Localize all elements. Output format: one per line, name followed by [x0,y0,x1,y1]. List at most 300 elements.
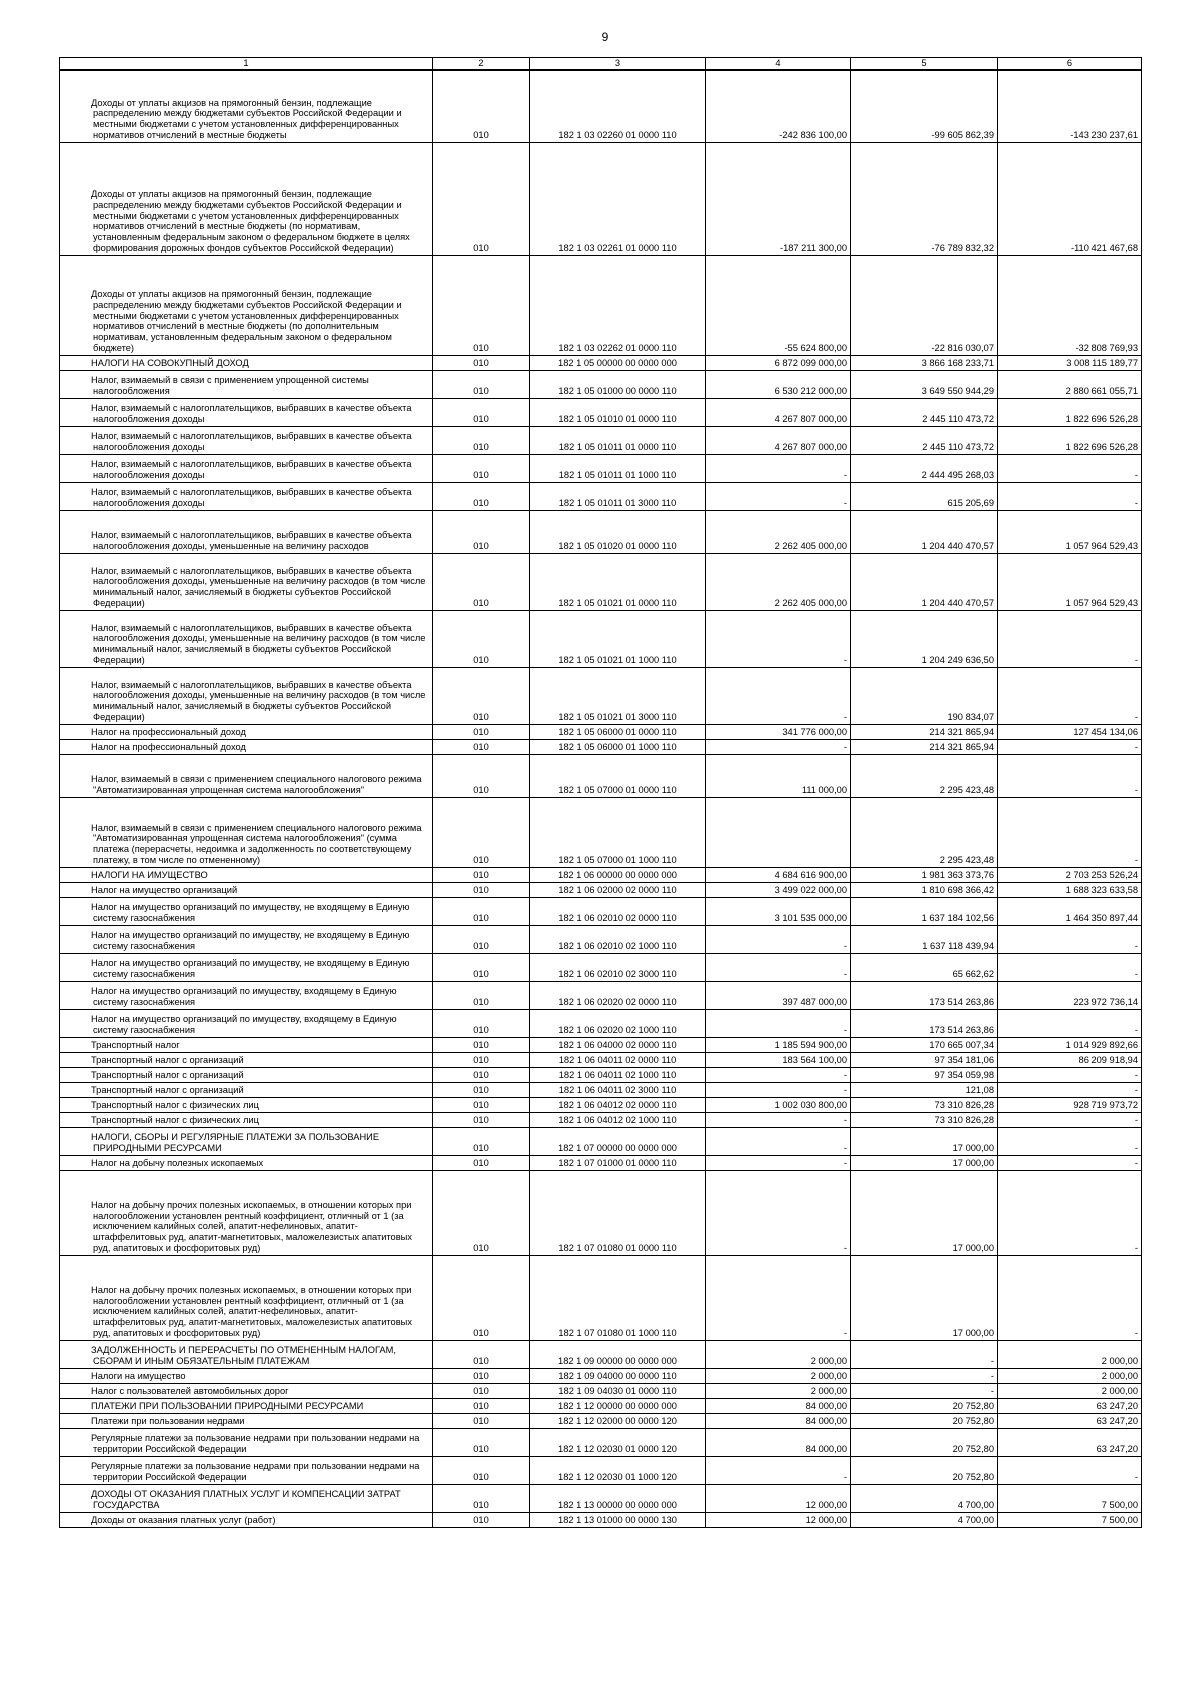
table-row [60,1456,1142,1484]
row-budget-code: 182 1 12 00000 00 0000 000 [530,1398,706,1413]
row-name: Транспортный налог с организаций [60,1082,433,1097]
row-budget-code: 182 1 06 04011 02 0000 110 [530,1052,706,1067]
row-executed-amount: 173 514 263,86 [851,981,998,1009]
row-line-code: 010 [433,754,530,797]
row-executed-amount: 2 295 423,48 [851,797,998,867]
row-approved-amount: 1 185 594 900,00 [706,1037,851,1052]
row-unexecuted-amount: 2 000,00 [998,1368,1142,1383]
row-executed-amount: 20 752,80 [851,1413,998,1428]
row-unexecuted-amount: - [998,1456,1142,1484]
row-approved-amount: - [706,1127,851,1155]
table-row [60,739,1142,754]
row-budget-code: 182 1 06 02010 02 1000 110 [530,925,706,953]
row-line-code: 010 [433,454,530,482]
row-unexecuted-amount: - [998,482,1142,510]
row-name: Налог на добычу прочих полезных ископаемых, в отношении которых при налогообложении установлен рентный коэффициент, отличный от 1 (за исключением калийных солей, апатит-нефелиновых, апатит-штаффелитовых руд, апатит-магнетитовых, маложелезистых апатитовых руд, апатитовых и фосфоритовых руд) [60,1255,433,1340]
row-approved-amount: - [706,1082,851,1097]
row-line-code: 010 [433,355,530,370]
row-approved-amount: 84 000,00 [706,1428,851,1456]
row-name: Доходы от уплаты акцизов на прямогонный бензин, подлежащие распределению между бюджетами субъектов Российской Федерации и местными бюджетами с учетом установленных дифференцированных нормативов отчислений в местные бюджеты [60,70,433,142]
row-line-code: 010 [433,1484,530,1512]
table-row [60,610,1142,667]
row-unexecuted-amount: 63 247,20 [998,1398,1142,1413]
row-line-code: 010 [433,1413,530,1428]
table-row [60,724,1142,739]
row-line-code: 010 [433,724,530,739]
row-name: Налог, взимаемый с налогоплательщиков, выбравших в качестве объекта налогообложения доходы [60,426,433,454]
row-line-code: 010 [433,1097,530,1112]
table-row [60,1009,1142,1037]
row-executed-amount: 20 752,80 [851,1428,998,1456]
table-row [60,1052,1142,1067]
row-executed-amount: 1 810 698 366,42 [851,882,998,897]
row-line-code: 010 [433,1255,530,1340]
row-line-code: 010 [433,426,530,454]
row-budget-code: 182 1 05 01000 00 0000 110 [530,370,706,398]
row-budget-code: 182 1 07 01080 01 0000 110 [530,1170,706,1255]
row-approved-amount: 1 002 030 800,00 [706,1097,851,1112]
row-unexecuted-amount: - [998,797,1142,867]
row-name: Налог на имущество организаций по имуществу, не входящему в Единую систему газоснабжения [60,897,433,925]
row-executed-amount: 1 204 440 470,57 [851,553,998,610]
row-executed-amount: 173 514 263,86 [851,1009,998,1037]
row-budget-code: 182 1 12 02000 00 0000 120 [530,1413,706,1428]
row-name: Налог, взимаемый в связи с применением упрощенной системы налогообложения [60,370,433,398]
row-budget-code: 182 1 06 02000 02 0000 110 [530,882,706,897]
row-executed-amount: 121,08 [851,1082,998,1097]
row-name: Транспортный налог [60,1037,433,1052]
row-budget-code: 182 1 06 04011 02 1000 110 [530,1067,706,1082]
row-budget-code: 182 1 03 02262 01 0000 110 [530,255,706,355]
row-line-code: 010 [433,553,530,610]
row-unexecuted-amount: 1 822 696 526,28 [998,398,1142,426]
row-name: Налог на профессиональный доход [60,739,433,754]
row-name: Налог, взимаемый в связи с применением специального налогового режима "Автоматизированная упрощенная система налогообложения" (сумма платежа (перерасчеты, недоимка и задолженность по соответствующему платежу, в том числе по отмененному) [60,797,433,867]
table-row [60,1170,1142,1255]
table-row [60,797,1142,867]
row-executed-amount: 4 700,00 [851,1484,998,1512]
row-unexecuted-amount: -143 230 237,61 [998,70,1142,142]
row-line-code: 010 [433,667,530,724]
row-budget-code: 182 1 09 04000 00 0000 110 [530,1368,706,1383]
row-executed-amount: - [851,1368,998,1383]
row-name: Налог на имущество организаций по имуществу, не входящему в Единую систему газоснабжения [60,953,433,981]
table-row [60,1512,1142,1527]
table-row [60,981,1142,1009]
row-name: Налог, взимаемый с налогоплательщиков, выбравших в качестве объекта налогообложения доходы, уменьшенные на величину расходов (в том числе минимальный налог, зачисляемый в бюджеты субъектов Российской Федерации) [60,610,433,667]
row-name: Налог, взимаемый с налогоплательщиков, выбравших в качестве объекта налогообложения доходы [60,398,433,426]
row-line-code: 010 [433,1368,530,1383]
row-executed-amount: 214 321 865,94 [851,724,998,739]
row-approved-amount: -55 624 800,00 [706,255,851,355]
table-row [60,1082,1142,1097]
row-line-code: 010 [433,1067,530,1082]
row-executed-amount: 20 752,80 [851,1456,998,1484]
row-budget-code: 182 1 06 04011 02 3000 110 [530,1082,706,1097]
row-approved-amount: - [706,1009,851,1037]
table-row [60,426,1142,454]
row-line-code: 010 [433,1512,530,1527]
row-approved-amount: - [706,482,851,510]
table-row [60,370,1142,398]
row-budget-code: 182 1 06 02020 02 1000 110 [530,1009,706,1037]
table-row [60,1127,1142,1155]
table-row [60,1037,1142,1052]
row-unexecuted-amount: - [998,953,1142,981]
row-budget-code: 182 1 05 07000 01 0000 110 [530,754,706,797]
row-unexecuted-amount: 928 719 973,72 [998,1097,1142,1112]
row-executed-amount: 97 354 181,06 [851,1052,998,1067]
row-name: Регулярные платежи за пользование недрами при пользовании недрами на территории Российской Федерации [60,1428,433,1456]
table-row [60,482,1142,510]
column-header-1: 1 [60,58,433,71]
row-line-code: 010 [433,1383,530,1398]
row-executed-amount: 190 834,07 [851,667,998,724]
table-row [60,1428,1142,1456]
row-executed-amount: 1 981 363 373,76 [851,867,998,882]
row-budget-code: 182 1 05 01011 01 0000 110 [530,426,706,454]
row-approved-amount: 397 487 000,00 [706,981,851,1009]
table-row [60,1255,1142,1340]
row-name: Налог, взимаемый с налогоплательщиков, выбравших в качестве объекта налогообложения доходы [60,482,433,510]
table-row [60,1067,1142,1082]
row-approved-amount: - [706,953,851,981]
row-approved-amount: 84 000,00 [706,1413,851,1428]
table-row [60,510,1142,553]
row-approved-amount: 3 499 022 000,00 [706,882,851,897]
row-budget-code: 182 1 05 06000 01 0000 110 [530,724,706,739]
row-unexecuted-amount: - [998,1009,1142,1037]
table-row [60,355,1142,370]
row-budget-code: 182 1 05 07000 01 1000 110 [530,797,706,867]
row-budget-code: 182 1 05 01010 01 0000 110 [530,398,706,426]
row-budget-code: 182 1 06 00000 00 0000 000 [530,867,706,882]
row-name: Налог на имущество организаций по имуществу, не входящему в Единую систему газоснабжения [60,925,433,953]
row-approved-amount: - [706,667,851,724]
row-executed-amount: 1 637 118 439,94 [851,925,998,953]
row-line-code: 010 [433,1009,530,1037]
row-name: Доходы от уплаты акцизов на прямогонный бензин, подлежащие распределению между бюджетами субъектов Российской Федерации и местными бюджетами с учетом установленных дифференцированных нормативов отчислений в местные бюджеты (по дополнительным нормативам, установленным федеральным законом о федеральном бюджете) [60,255,433,355]
row-approved-amount: - [706,1155,851,1170]
table-row [60,667,1142,724]
row-name: ДОХОДЫ ОТ ОКАЗАНИЯ ПЛАТНЫХ УСЛУГ И КОМПЕНСАЦИИ ЗАТРАТ ГОСУДАРСТВА [60,1484,433,1512]
row-executed-amount: 3 866 168 233,71 [851,355,998,370]
row-unexecuted-amount: - [998,1112,1142,1127]
row-executed-amount: 17 000,00 [851,1170,998,1255]
row-budget-code: 182 1 06 02020 02 0000 110 [530,981,706,1009]
row-unexecuted-amount: -110 421 467,68 [998,142,1142,255]
table-row [60,1155,1142,1170]
row-name: Налог на профессиональный доход [60,724,433,739]
row-approved-amount: - [706,610,851,667]
row-line-code: 010 [433,370,530,398]
row-name: Налог, взимаемый с налогоплательщиков, выбравших в качестве объекта налогообложения доходы, уменьшенные на величину расходов (в том числе минимальный налог, зачисляемый в бюджеты субъектов Российской Федерации) [60,667,433,724]
row-executed-amount: 1 204 249 636,50 [851,610,998,667]
row-executed-amount: 1 637 184 102,56 [851,897,998,925]
row-name: Транспортный налог с организаций [60,1052,433,1067]
row-unexecuted-amount: - [998,667,1142,724]
row-budget-code: 182 1 09 04030 01 0000 110 [530,1383,706,1398]
row-unexecuted-amount: 2 000,00 [998,1383,1142,1398]
row-name: НАЛОГИ, СБОРЫ И РЕГУЛЯРНЫЕ ПЛАТЕЖИ ЗА ПОЛЬЗОВАНИЕ ПРИРОДНЫМИ РЕСУРСАМИ [60,1127,433,1155]
row-name: Налог, взимаемый с налогоплательщиков, выбравших в качестве объекта налогообложения доходы, уменьшенные на величину расходов (в том числе минимальный налог, зачисляемый в бюджеты субъектов Российской Федерации) [60,553,433,610]
row-line-code: 010 [433,1456,530,1484]
row-line-code: 010 [433,398,530,426]
row-line-code: 010 [433,482,530,510]
row-name: Налог с пользователей автомобильных дорог [60,1383,433,1398]
column-header-6: 6 [998,58,1142,71]
row-budget-code: 182 1 03 02261 01 0000 110 [530,142,706,255]
row-approved-amount: 4 684 616 900,00 [706,867,851,882]
row-executed-amount: 170 665 007,34 [851,1037,998,1052]
row-unexecuted-amount: - [998,1170,1142,1255]
page-number: 9 [601,30,609,44]
row-executed-amount: 615 205,69 [851,482,998,510]
row-line-code: 010 [433,1398,530,1413]
row-budget-code: 182 1 05 01021 01 1000 110 [530,610,706,667]
row-name: Доходы от уплаты акцизов на прямогонный бензин, подлежащие распределению между бюджетами субъектов Российской Федерации и местными бюджетами с учетом установленных дифференцированных нормативов отчислений в местные бюджеты (по нормативам, установленным федеральным законом о федеральном бюджете в целях формирования дорожных фондов субъектов Российской Федерации) [60,142,433,255]
row-unexecuted-amount: 86 209 918,94 [998,1052,1142,1067]
row-line-code: 010 [433,1052,530,1067]
row-line-code: 010 [433,925,530,953]
row-executed-amount: - [851,1340,998,1368]
row-unexecuted-amount: - [998,739,1142,754]
table-row [60,867,1142,882]
row-approved-amount: 4 267 807 000,00 [706,426,851,454]
row-line-code: 010 [433,1082,530,1097]
row-approved-amount: 2 262 405 000,00 [706,553,851,610]
row-unexecuted-amount: - [998,1082,1142,1097]
row-line-code: 010 [433,897,530,925]
row-unexecuted-amount: - [998,1255,1142,1340]
row-executed-amount: 73 310 826,28 [851,1112,998,1127]
row-line-code: 010 [433,1170,530,1255]
row-executed-amount: 2 444 495 268,03 [851,454,998,482]
row-approved-amount [706,797,851,867]
row-unexecuted-amount: 1 464 350 897,44 [998,897,1142,925]
row-unexecuted-amount: - [998,454,1142,482]
row-approved-amount: - [706,925,851,953]
row-name: Платежи при пользовании недрами [60,1413,433,1428]
row-budget-code: 182 1 12 02030 01 0000 120 [530,1428,706,1456]
table-row [60,142,1142,255]
row-executed-amount: 17 000,00 [851,1155,998,1170]
row-line-code: 010 [433,70,530,142]
row-budget-code: 182 1 06 02010 02 3000 110 [530,953,706,981]
row-executed-amount: 4 700,00 [851,1512,998,1527]
row-name: Налоги на имущество [60,1368,433,1383]
row-unexecuted-amount: 1 688 323 633,58 [998,882,1142,897]
row-approved-amount: 12 000,00 [706,1484,851,1512]
row-unexecuted-amount: 127 454 134,06 [998,724,1142,739]
row-budget-code: 182 1 06 04012 02 1000 110 [530,1112,706,1127]
row-line-code: 010 [433,510,530,553]
table-row [60,754,1142,797]
row-budget-code: 182 1 05 06000 01 1000 110 [530,739,706,754]
row-line-code: 010 [433,1428,530,1456]
table-row [60,454,1142,482]
row-budget-code: 182 1 03 02260 01 0000 110 [530,70,706,142]
row-executed-amount: 3 649 550 944,29 [851,370,998,398]
row-approved-amount: 341 776 000,00 [706,724,851,739]
row-line-code: 010 [433,981,530,1009]
table-row [60,398,1142,426]
row-executed-amount: - [851,1383,998,1398]
table-row [60,1398,1142,1413]
table-row [60,1340,1142,1368]
row-name: Налог, взимаемый с налогоплательщиков, выбравших в качестве объекта налогообложения доходы [60,454,433,482]
row-name: НАЛОГИ НА СОВОКУПНЫЙ ДОХОД [60,355,433,370]
row-line-code: 010 [433,1340,530,1368]
table-row [60,925,1142,953]
row-approved-amount: - [706,1067,851,1082]
column-header-5: 5 [851,58,998,71]
row-budget-code: 182 1 05 01020 01 0000 110 [530,510,706,553]
row-unexecuted-amount: 223 972 736,14 [998,981,1142,1009]
table-row [60,1368,1142,1383]
row-budget-code: 182 1 05 01021 01 3000 110 [530,667,706,724]
row-line-code: 010 [433,1155,530,1170]
row-budget-code: 182 1 07 01080 01 1000 110 [530,1255,706,1340]
column-header-2: 2 [433,58,530,71]
row-line-code: 010 [433,142,530,255]
column-header-4: 4 [706,58,851,71]
row-executed-amount: 2 445 110 473,72 [851,426,998,454]
row-budget-code: 182 1 12 02030 01 1000 120 [530,1456,706,1484]
row-approved-amount: - [706,1170,851,1255]
row-unexecuted-amount: -32 808 769,93 [998,255,1142,355]
row-approved-amount: 2 000,00 [706,1383,851,1398]
row-budget-code: 182 1 07 00000 00 0000 000 [530,1127,706,1155]
row-approved-amount: -242 836 100,00 [706,70,851,142]
row-name: Транспортный налог с физических лиц [60,1097,433,1112]
row-budget-code: 182 1 13 01000 00 0000 130 [530,1512,706,1527]
row-approved-amount: 2 262 405 000,00 [706,510,851,553]
row-approved-amount: - [706,1112,851,1127]
row-name: Налог на добычу полезных ископаемых [60,1155,433,1170]
row-line-code: 010 [433,953,530,981]
row-unexecuted-amount: 1 057 964 529,43 [998,510,1142,553]
table-row [60,1383,1142,1398]
row-executed-amount: 73 310 826,28 [851,1097,998,1112]
row-unexecuted-amount: 7 500,00 [998,1484,1142,1512]
row-line-code: 010 [433,797,530,867]
row-line-code: 010 [433,1127,530,1155]
row-approved-amount: 4 267 807 000,00 [706,398,851,426]
row-unexecuted-amount: - [998,925,1142,953]
row-approved-amount: 183 564 100,00 [706,1052,851,1067]
column-header-3: 3 [530,58,706,71]
row-name: Налог, взимаемый в связи с применением специального налогового режима "Автоматизированная упрощенная система налогообложения" [60,754,433,797]
table-row [60,1413,1142,1428]
table-row [60,70,1142,142]
row-executed-amount: 17 000,00 [851,1255,998,1340]
row-unexecuted-amount: 2 880 661 055,71 [998,370,1142,398]
row-budget-code: 182 1 09 00000 00 0000 000 [530,1340,706,1368]
row-executed-amount: -76 789 832,32 [851,142,998,255]
row-approved-amount: 111 000,00 [706,754,851,797]
table-row [60,553,1142,610]
row-line-code: 010 [433,1112,530,1127]
row-name: Доходы от оказания платных услуг (работ) [60,1512,433,1527]
table-row [60,882,1142,897]
row-executed-amount: 97 354 059,98 [851,1067,998,1082]
row-unexecuted-amount: 1 822 696 526,28 [998,426,1142,454]
row-name: Налог, взимаемый с налогоплательщиков, выбравших в качестве объекта налогообложения доходы, уменьшенные на величину расходов [60,510,433,553]
report-body [60,58,1142,1528]
row-executed-amount: 2 445 110 473,72 [851,398,998,426]
row-executed-amount: 17 000,00 [851,1127,998,1155]
row-name: Регулярные платежи за пользование недрами при пользовании недрами на территории Российской Федерации [60,1456,433,1484]
row-name: Транспортный налог с организаций [60,1067,433,1082]
row-executed-amount: 65 662,62 [851,953,998,981]
row-unexecuted-amount: 7 500,00 [998,1512,1142,1527]
row-name: Транспортный налог с физических лиц [60,1112,433,1127]
row-budget-code: 182 1 07 01000 01 0000 110 [530,1155,706,1170]
table-row [60,1097,1142,1112]
row-unexecuted-amount: 63 247,20 [998,1413,1142,1428]
row-budget-code: 182 1 06 02010 02 0000 110 [530,897,706,925]
row-unexecuted-amount: - [998,610,1142,667]
revenue-report-table [59,57,1142,1528]
row-name: НАЛОГИ НА ИМУЩЕСТВО [60,867,433,882]
table-row [60,897,1142,925]
row-name: Налог на имущество организаций по имуществу, входящему в Единую систему газоснабжения [60,981,433,1009]
row-budget-code: 182 1 06 04000 02 0000 110 [530,1037,706,1052]
row-unexecuted-amount: - [998,1067,1142,1082]
row-name: Налог на добычу прочих полезных ископаемых, в отношении которых при налогообложении установлен рентный коэффициент, отличный от 1 (за исключением калийных солей, апатит-нефелиновых, апатит-штаффелитовых руд, апатит-магнетитовых, маложелезистых апатитовых руд, апатитовых и фосфоритовых руд) [60,1170,433,1255]
row-approved-amount: 6 872 099 000,00 [706,355,851,370]
row-approved-amount: - [706,454,851,482]
row-name: Налог на имущество организаций [60,882,433,897]
row-budget-code: 182 1 06 04012 02 0000 110 [530,1097,706,1112]
row-approved-amount: 12 000,00 [706,1512,851,1527]
row-approved-amount: - [706,1255,851,1340]
row-executed-amount: -99 605 862,39 [851,70,998,142]
row-budget-code: 182 1 05 01011 01 1000 110 [530,454,706,482]
row-unexecuted-amount: 1 014 929 892,66 [998,1037,1142,1052]
row-budget-code: 182 1 05 01011 01 3000 110 [530,482,706,510]
row-unexecuted-amount: 2 000,00 [998,1340,1142,1368]
table-row [60,1112,1142,1127]
row-unexecuted-amount: 3 008 115 189,77 [998,355,1142,370]
row-name: Налог на имущество организаций по имуществу, входящему в Единую систему газоснабжения [60,1009,433,1037]
row-unexecuted-amount: 63 247,20 [998,1428,1142,1456]
column-number-header-row [60,58,1142,71]
table-row [60,1484,1142,1512]
row-budget-code: 182 1 05 01021 01 0000 110 [530,553,706,610]
row-executed-amount: 2 295 423,48 [851,754,998,797]
row-budget-code: 182 1 13 00000 00 0000 000 [530,1484,706,1512]
row-unexecuted-amount: 1 057 964 529,43 [998,553,1142,610]
row-executed-amount: 20 752,80 [851,1398,998,1413]
table-row [60,255,1142,355]
row-unexecuted-amount: 2 703 253 526,24 [998,867,1142,882]
row-unexecuted-amount: - [998,754,1142,797]
row-approved-amount: - [706,739,851,754]
row-line-code: 010 [433,882,530,897]
row-approved-amount: 84 000,00 [706,1398,851,1413]
row-line-code: 010 [433,1037,530,1052]
row-approved-amount: 2 000,00 [706,1368,851,1383]
row-line-code: 010 [433,255,530,355]
row-approved-amount: 2 000,00 [706,1340,851,1368]
row-approved-amount: 3 101 535 000,00 [706,897,851,925]
row-approved-amount: - [706,1456,851,1484]
row-approved-amount: -187 211 300,00 [706,142,851,255]
row-unexecuted-amount: - [998,1155,1142,1170]
row-unexecuted-amount: - [998,1127,1142,1155]
